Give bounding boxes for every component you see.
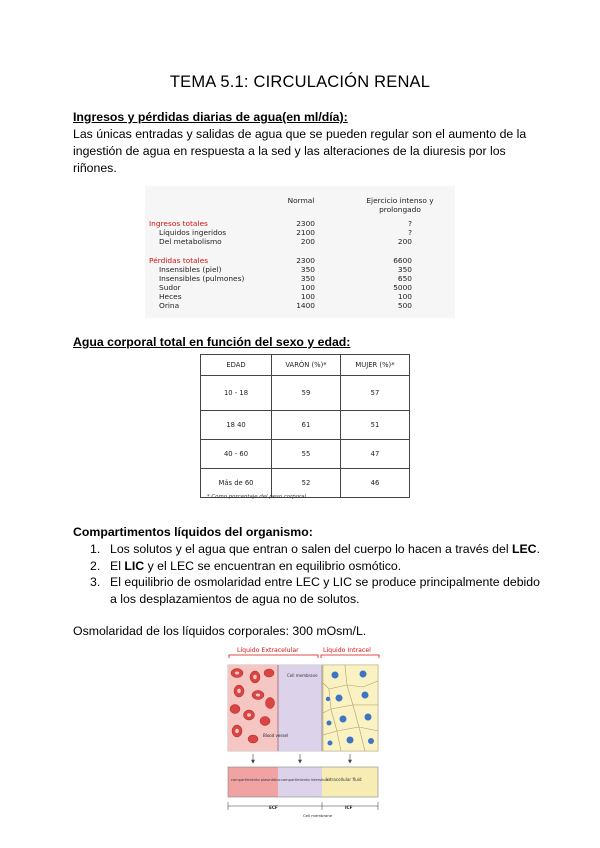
bracket-extracellular <box>229 655 318 658</box>
table-row: Heces 100 100 <box>159 292 412 301</box>
section-heading-water-balance: Ingresos y pérdidas diarias de agua(en ml/día): <box>73 110 348 124</box>
interstitial-box <box>278 767 322 797</box>
label-plasma: compartimiento plasmático <box>231 778 281 782</box>
table-row: Líquidos ingeridos 2100 ? <box>159 228 412 237</box>
column-header-female: MUJER (%)* <box>341 355 410 376</box>
compartments-diagram <box>225 643 381 821</box>
column-header-exercise: Ejercicio intenso y prolongado <box>366 196 434 214</box>
table-row: 10 - 18 59 57 <box>201 376 410 411</box>
label-icf: ICF <box>345 805 353 810</box>
section-heading-water-by-sex: Agua corporal total en función del sexo y edad: <box>73 335 351 349</box>
table-row: Del metabolismo 200 200 <box>159 237 412 246</box>
compartments-list <box>73 541 543 607</box>
table-row: 18 40 61 51 <box>201 411 410 440</box>
table-row: Orina 1400 500 <box>159 301 412 310</box>
section-heading-compartments: Compartimentos líquidos del organismo: <box>73 525 313 539</box>
column-header-normal: Normal <box>287 196 315 205</box>
osmolarity-text: Osmolaridad de los líquidos corporales: 300 mOsm/L. <box>73 624 367 638</box>
label-extracellular: Líquido Extracelular <box>237 647 299 654</box>
bracket-intracellular <box>321 655 379 658</box>
down-arrows <box>252 754 352 763</box>
list-item: 1. Los solutos y el agua que entran o salen del cuerpo lo hacen a través del LEC. <box>90 542 540 556</box>
label-intracellular-fluid: Intracellular fluid <box>326 777 362 782</box>
table-row: Ingresos totales 2300 ? <box>149 219 412 228</box>
column-header-age: EDAD <box>201 355 272 376</box>
table-row: Sudor 100 5000 <box>159 283 412 292</box>
water-by-sex-table <box>200 354 410 498</box>
label-ecf: ECF <box>269 805 278 810</box>
water-balance-paragraph: Las únicas entradas y salidas de agua que se pueden regular son el aumento de la ingestión de agua en respuesta a la sed y las alteraciones de la diuresis por los riñones. <box>73 127 527 175</box>
label-cell-membrane-bottom: Cell membrane <box>303 813 333 818</box>
label-intracellular: Líquido Intracel <box>323 647 371 654</box>
list-item: 3. El equilibrio de osmolaridad entre LEC y LIC se produce principalmente debido a los desplazamientos de agua no de solutos. <box>90 575 540 606</box>
intracellular-box <box>322 767 378 797</box>
column-header-male: VARÓN (%)* <box>272 355 341 376</box>
list-item: 2. El LIC y el LEC se encuentran en equilibrio osmótico. <box>90 558 402 573</box>
label-interstitial: compartimiento intersticial <box>281 778 330 782</box>
table-footnote: * Como porcentaje del peso corporal <box>207 494 307 500</box>
table-row: Insensibles (pulmones) 350 650 <box>159 274 412 283</box>
table-row: Más de 60 52 46 <box>201 469 410 498</box>
plasma-box <box>228 767 281 797</box>
page-title: TEMA 5.1: CIRCULACIÓN RENAL <box>169 73 431 91</box>
table-row: Pérdidas totales 2300 6600 <box>149 256 412 265</box>
water-balance-table <box>145 186 455 318</box>
label-blood-vessel: Blood vessel <box>263 733 289 738</box>
table-row: Insensibles (piel) 350 350 <box>159 265 412 274</box>
label-cell-membrane-top: Cell membrane <box>287 673 318 678</box>
table-row: 40 - 60 55 47 <box>201 440 410 469</box>
